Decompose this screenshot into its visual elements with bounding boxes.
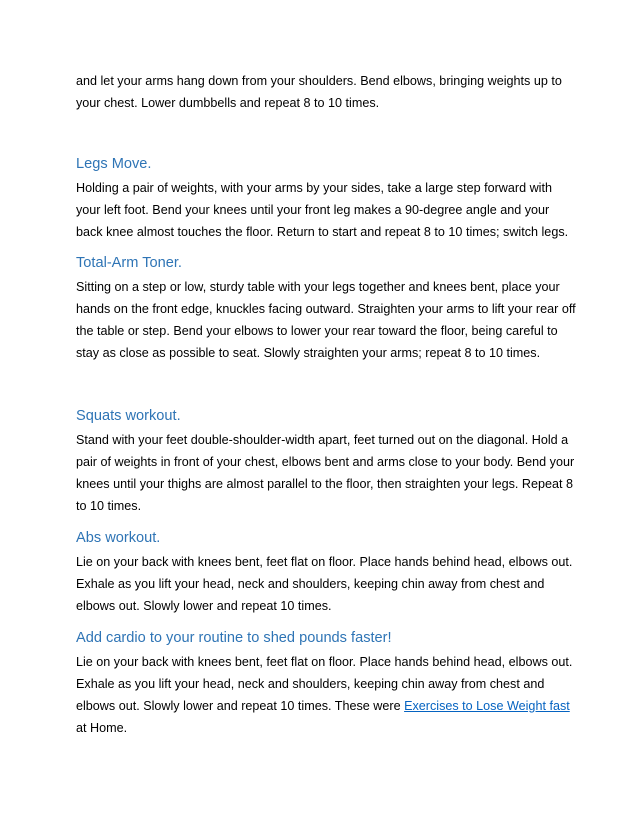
document-page: [76, 70, 576, 739]
total-arm-toner-heading: Total-Arm Toner.: [76, 255, 182, 271]
total-arm-toner-paragraph: Sitting on a step or low, sturdy table with your legs together and knees bent, place your hands on the front edge, knuckles facing outward. Straighten your arms to lift your rear off the table or step. Bend your elbows to lower your rear toward the floor, being careful to stay as close as possible to seat. Slowly straighten your arms; repeat 8 to 10 times.: [76, 280, 576, 360]
abs-workout-paragraph: Lie on your back with knees bent, feet flat on floor. Place hands behind head, elbows out. Exhale as you lift your head, neck and shoulders, keeping chin away from chest and elbows out. Slowly lower and repeat 10 times.: [76, 555, 573, 613]
legs-move-heading: Legs Move.: [76, 156, 152, 172]
abs-workout-heading: Abs workout.: [76, 530, 161, 546]
cardio-heading: Add cardio to your routine to shed pounds faster!: [76, 630, 392, 646]
cardio-paragraph-end: at Home.: [76, 721, 128, 735]
squats-workout-heading: Squats workout.: [76, 408, 181, 424]
intro-paragraph: and let your arms hang down from your shoulders. Bend elbows, bringing weights up to your chest. Lower dumbbells and repeat 8 to 10 times.: [76, 74, 562, 110]
legs-move-paragraph: Holding a pair of weights, with your arms by your sides, take a large step forward with your left foot. Bend your knees until your front leg makes a 90-degree angle and your back knee almost touches the floor. Return to start and repeat 8 to 10 times; switch legs.: [76, 181, 569, 239]
cardio-paragraph: [76, 651, 576, 739]
cardio-paragraph-text: Lie on your back with knees bent, feet flat on floor. Place hands behind head, elbows out. Exhale as you lift your head, neck and shoulders, keeping chin away from chest and elbows out. Slowly lower and repeat 10 times. These were: [76, 655, 573, 713]
squats-workout-paragraph: Stand with your feet double-shoulder-width apart, feet turned out on the diagonal. Hold a pair of weights in front of your chest, elbows bent and arms close to your body. Bend your knees until your thighs are almost parallel to the floor, then straighten your legs. Repeat 8 to 10 times.: [76, 433, 575, 513]
exercises-link[interactable]: Exercises to Lose Weight fast: [404, 699, 570, 713]
